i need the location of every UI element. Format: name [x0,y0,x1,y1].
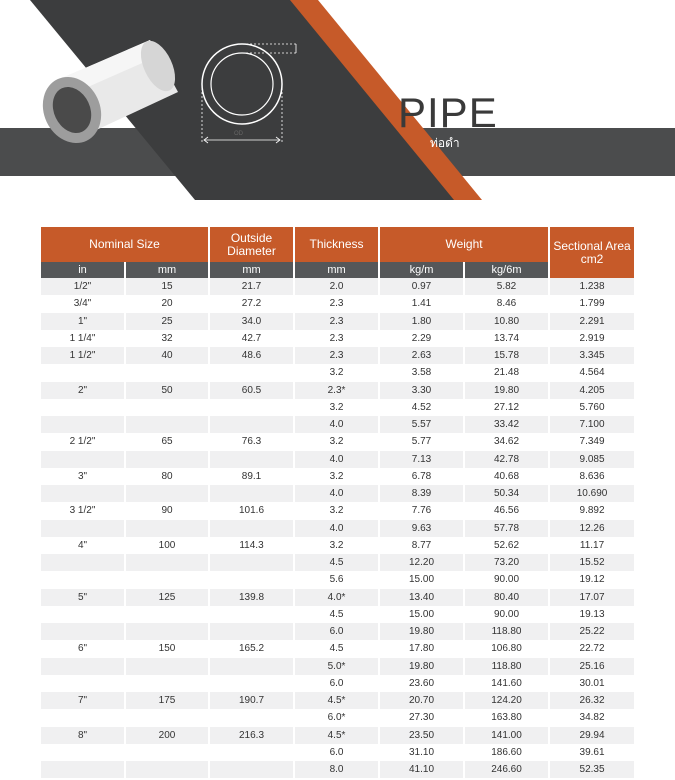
header-sectional-area: Sectional Area cm2 [549,227,634,278]
cell-weight-kg-m: 8.77 [379,537,464,554]
cell-nominal-mm [125,623,209,640]
cell-nominal-in: 1 1/4" [41,330,125,347]
table-row [41,485,634,502]
cell-thickness: 4.5* [294,727,379,744]
cell-nominal-mm: 100 [125,537,209,554]
table-row [41,640,634,657]
unit-mm-od: mm [209,262,294,278]
cell-weight-kg-m: 15.00 [379,606,464,623]
cell-nominal-mm: 20 [125,295,209,312]
cell-weight-kg-m: 2.63 [379,347,464,364]
cell-nominal-mm: 32 [125,330,209,347]
cell-sectional-area: 3.345 [549,347,634,364]
cell-outside-diameter [209,744,294,761]
cell-nominal-mm: 40 [125,347,209,364]
cell-outside-diameter [209,399,294,416]
cell-weight-kg-6m: 186.60 [464,744,549,761]
cell-outside-diameter [209,416,294,433]
table-row [41,364,634,381]
cell-nominal-in: 5" [41,589,125,606]
cell-sectional-area: 5.760 [549,399,634,416]
cell-nominal-in: 7" [41,692,125,709]
cell-nominal-mm [125,606,209,623]
cell-weight-kg-6m: 90.00 [464,606,549,623]
cell-thickness: 4.0 [294,485,379,502]
cell-weight-kg-m: 41.10 [379,761,464,778]
table-row [41,399,634,416]
cell-nominal-in [41,658,125,675]
unit-mm-thickness: mm [294,262,379,278]
table-row [41,571,634,588]
header-banner [0,0,675,215]
cell-sectional-area: 8.636 [549,468,634,485]
cell-thickness: 4.0 [294,520,379,537]
table-row [41,347,634,364]
table-row [41,468,634,485]
cell-weight-kg-6m: 106.80 [464,640,549,657]
table-row [41,744,634,761]
page-subtitle: ท่อดำ [430,136,460,150]
table-row [41,278,634,295]
cell-outside-diameter [209,571,294,588]
banner-graphic [0,0,675,215]
cell-nominal-mm [125,451,209,468]
table-row [41,554,634,571]
cell-nominal-mm: 90 [125,502,209,519]
cell-outside-diameter: 165.2 [209,640,294,657]
cell-weight-kg-m: 1.41 [379,295,464,312]
cell-thickness: 3.2 [294,537,379,554]
cell-nominal-in: 8" [41,727,125,744]
cell-sectional-area: 9.085 [549,451,634,468]
cell-weight-kg-6m: 15.78 [464,347,549,364]
cell-outside-diameter: 190.7 [209,692,294,709]
cell-weight-kg-6m: 27.12 [464,399,549,416]
cell-weight-kg-m: 20.70 [379,692,464,709]
cell-sectional-area: 2.919 [549,330,634,347]
cell-thickness: 2.3 [294,313,379,330]
cell-thickness: 3.2 [294,364,379,381]
cell-weight-kg-6m: 118.80 [464,623,549,640]
cell-weight-kg-m: 19.80 [379,658,464,675]
table-row [41,709,634,726]
cell-thickness: 6.0* [294,709,379,726]
cell-thickness: 3.2 [294,433,379,450]
cell-thickness: 3.2 [294,502,379,519]
cell-sectional-area: 22.72 [549,640,634,657]
cell-outside-diameter [209,709,294,726]
cell-sectional-area: 30.01 [549,675,634,692]
cell-weight-kg-6m: 57.78 [464,520,549,537]
cell-weight-kg-6m: 46.56 [464,502,549,519]
cell-thickness: 2.3 [294,330,379,347]
cell-sectional-area: 7.349 [549,433,634,450]
cell-weight-kg-6m: 42.78 [464,451,549,468]
cell-nominal-mm [125,571,209,588]
cell-outside-diameter: 101.6 [209,502,294,519]
table-row [41,623,634,640]
cell-nominal-in: 1 1/2" [41,347,125,364]
table-row [41,727,634,744]
cell-nominal-mm: 150 [125,640,209,657]
cell-sectional-area: 25.16 [549,658,634,675]
cell-thickness: 6.0 [294,623,379,640]
unit-mm-size: mm [125,262,209,278]
cell-nominal-mm [125,364,209,381]
od-label: OD [234,131,243,137]
cell-thickness: 4.5 [294,640,379,657]
cell-nominal-mm [125,416,209,433]
cell-weight-kg-m: 6.78 [379,468,464,485]
cell-weight-kg-6m: 73.20 [464,554,549,571]
cell-sectional-area: 19.12 [549,571,634,588]
cell-outside-diameter: 21.7 [209,278,294,295]
cell-sectional-area: 19.13 [549,606,634,623]
table-row [41,313,634,330]
cell-sectional-area: 25.22 [549,623,634,640]
cell-sectional-area: 4.564 [549,364,634,381]
cell-sectional-area: 12.26 [549,520,634,537]
cell-nominal-mm [125,399,209,416]
table-row [41,692,634,709]
cell-weight-kg-6m: 52.62 [464,537,549,554]
header-nominal-size: Nominal Size [41,227,209,262]
cell-weight-kg-m: 9.63 [379,520,464,537]
cell-nominal-in: 6" [41,640,125,657]
cell-nominal-in [41,623,125,640]
table-row [41,416,634,433]
cell-nominal-in: 2 1/2" [41,433,125,450]
cell-weight-kg-6m: 163.80 [464,709,549,726]
pipe-spec-table [41,227,634,778]
cell-weight-kg-m: 23.50 [379,727,464,744]
cell-nominal-in: 1" [41,313,125,330]
cell-thickness: 5.6 [294,571,379,588]
cell-weight-kg-m: 7.13 [379,451,464,468]
cell-nominal-in: 3/4" [41,295,125,312]
cell-thickness: 2.0 [294,278,379,295]
cell-sectional-area: 39.61 [549,744,634,761]
cell-weight-kg-6m: 19.80 [464,382,549,399]
cell-weight-kg-6m: 10.80 [464,313,549,330]
table-row [41,658,634,675]
cell-nominal-in [41,571,125,588]
cell-weight-kg-m: 31.10 [379,744,464,761]
header-outside-diameter: Outside Diameter [209,227,294,262]
table-row [41,520,634,537]
cell-nominal-in [41,744,125,761]
cell-thickness: 2.3* [294,382,379,399]
cell-sectional-area: 52.35 [549,761,634,778]
cell-nominal-mm: 15 [125,278,209,295]
cell-nominal-in: 3 1/2" [41,502,125,519]
table-row [41,502,634,519]
cell-nominal-mm: 50 [125,382,209,399]
cell-thickness: 3.2 [294,399,379,416]
cell-thickness: 5.0* [294,658,379,675]
cell-weight-kg-m: 5.57 [379,416,464,433]
cell-nominal-in [41,399,125,416]
cell-outside-diameter [209,554,294,571]
cell-nominal-mm: 175 [125,692,209,709]
cell-weight-kg-6m: 21.48 [464,364,549,381]
cell-weight-kg-m: 1.80 [379,313,464,330]
cell-nominal-mm: 25 [125,313,209,330]
cell-outside-diameter [209,623,294,640]
page-title: PIPE [398,89,498,136]
cell-sectional-area: 1.238 [549,278,634,295]
cell-weight-kg-6m: 246.60 [464,761,549,778]
table-row [41,606,634,623]
cell-nominal-mm [125,744,209,761]
cell-outside-diameter [209,364,294,381]
table-row [41,761,634,778]
cell-sectional-area: 4.205 [549,382,634,399]
table-row [41,330,634,347]
cell-thickness: 3.2 [294,468,379,485]
cell-nominal-in [41,761,125,778]
cell-thickness: 8.0 [294,761,379,778]
cell-thickness: 4.5 [294,606,379,623]
header-thickness: Thickness [294,227,379,262]
cell-outside-diameter: 89.1 [209,468,294,485]
cell-weight-kg-6m: 13.74 [464,330,549,347]
cell-weight-kg-6m: 5.82 [464,278,549,295]
cell-weight-kg-m: 13.40 [379,589,464,606]
cell-nominal-mm: 200 [125,727,209,744]
cell-weight-kg-m: 12.20 [379,554,464,571]
cell-nominal-mm: 80 [125,468,209,485]
table-row [41,295,634,312]
cell-sectional-area: 9.892 [549,502,634,519]
cell-thickness: 4.0 [294,416,379,433]
cell-nominal-in [41,554,125,571]
cell-outside-diameter [209,520,294,537]
cell-weight-kg-m: 17.80 [379,640,464,657]
cell-thickness: 4.5* [294,692,379,709]
cell-sectional-area: 11.17 [549,537,634,554]
cell-thickness: 6.0 [294,675,379,692]
table-row [41,675,634,692]
cell-weight-kg-m: 0.97 [379,278,464,295]
cell-outside-diameter: 114.3 [209,537,294,554]
cell-weight-kg-m: 3.30 [379,382,464,399]
unit-in: in [41,262,125,278]
cell-nominal-in [41,416,125,433]
table-row [41,451,634,468]
cell-weight-kg-m: 7.76 [379,502,464,519]
cell-nominal-mm [125,520,209,537]
cell-outside-diameter: 139.8 [209,589,294,606]
cell-outside-diameter: 60.5 [209,382,294,399]
cell-nominal-in [41,675,125,692]
cell-nominal-mm [125,658,209,675]
cell-nominal-mm [125,709,209,726]
title-block [398,89,498,150]
cell-outside-diameter [209,761,294,778]
cell-nominal-in [41,606,125,623]
cell-weight-kg-6m: 50.34 [464,485,549,502]
cell-weight-kg-6m: 118.80 [464,658,549,675]
cell-nominal-in [41,451,125,468]
cell-nominal-in: 3" [41,468,125,485]
cell-nominal-mm [125,485,209,502]
cell-nominal-mm: 125 [125,589,209,606]
table-row [41,589,634,606]
cell-outside-diameter [209,606,294,623]
table-row [41,537,634,554]
cell-outside-diameter: 216.3 [209,727,294,744]
cell-weight-kg-m: 23.60 [379,675,464,692]
cell-weight-kg-m: 3.58 [379,364,464,381]
cell-outside-diameter [209,658,294,675]
table-row [41,433,634,450]
cell-outside-diameter: 48.6 [209,347,294,364]
cell-nominal-in: 4" [41,537,125,554]
cell-sectional-area: 29.94 [549,727,634,744]
cell-weight-kg-m: 27.30 [379,709,464,726]
cell-thickness: 4.0 [294,451,379,468]
cell-outside-diameter: 42.7 [209,330,294,347]
cell-thickness: 2.3 [294,347,379,364]
cell-weight-kg-m: 19.80 [379,623,464,640]
cell-weight-kg-6m: 141.60 [464,675,549,692]
cell-sectional-area: 17.07 [549,589,634,606]
cell-weight-kg-6m: 80.40 [464,589,549,606]
cell-nominal-in [41,520,125,537]
cell-outside-diameter: 76.3 [209,433,294,450]
cell-sectional-area: 26.32 [549,692,634,709]
cell-nominal-mm [125,675,209,692]
cell-weight-kg-m: 5.77 [379,433,464,450]
cell-nominal-mm: 65 [125,433,209,450]
cell-weight-kg-6m: 8.46 [464,295,549,312]
cell-weight-kg-m: 4.52 [379,399,464,416]
cell-nominal-mm [125,554,209,571]
cell-weight-kg-6m: 40.68 [464,468,549,485]
cell-sectional-area: 10.690 [549,485,634,502]
cell-thickness: 6.0 [294,744,379,761]
cell-weight-kg-m: 2.29 [379,330,464,347]
cell-sectional-area: 2.291 [549,313,634,330]
table-row [41,382,634,399]
cell-sectional-area: 15.52 [549,554,634,571]
cell-thickness: 2.3 [294,295,379,312]
cell-weight-kg-6m: 141.00 [464,727,549,744]
cell-outside-diameter [209,675,294,692]
cell-sectional-area: 7.100 [549,416,634,433]
cell-outside-diameter: 27.2 [209,295,294,312]
cell-sectional-area: 34.82 [549,709,634,726]
cell-outside-diameter [209,485,294,502]
unit-kg-6m: kg/6m [464,262,549,278]
cell-outside-diameter [209,451,294,468]
cell-sectional-area: 1.799 [549,295,634,312]
cell-outside-diameter: 34.0 [209,313,294,330]
cell-weight-kg-6m: 33.42 [464,416,549,433]
cell-nominal-in: 1/2" [41,278,125,295]
cell-weight-kg-6m: 124.20 [464,692,549,709]
cell-nominal-in: 2" [41,382,125,399]
cell-weight-kg-m: 8.39 [379,485,464,502]
cell-nominal-in [41,364,125,381]
unit-kg-m: kg/m [379,262,464,278]
header-weight: Weight [379,227,549,262]
cell-weight-kg-6m: 34.62 [464,433,549,450]
cell-nominal-in [41,485,125,502]
cell-weight-kg-m: 15.00 [379,571,464,588]
cell-thickness: 4.5 [294,554,379,571]
table-body [41,278,634,778]
cell-nominal-mm [125,761,209,778]
cell-thickness: 4.0* [294,589,379,606]
cell-weight-kg-6m: 90.00 [464,571,549,588]
cell-nominal-in [41,709,125,726]
